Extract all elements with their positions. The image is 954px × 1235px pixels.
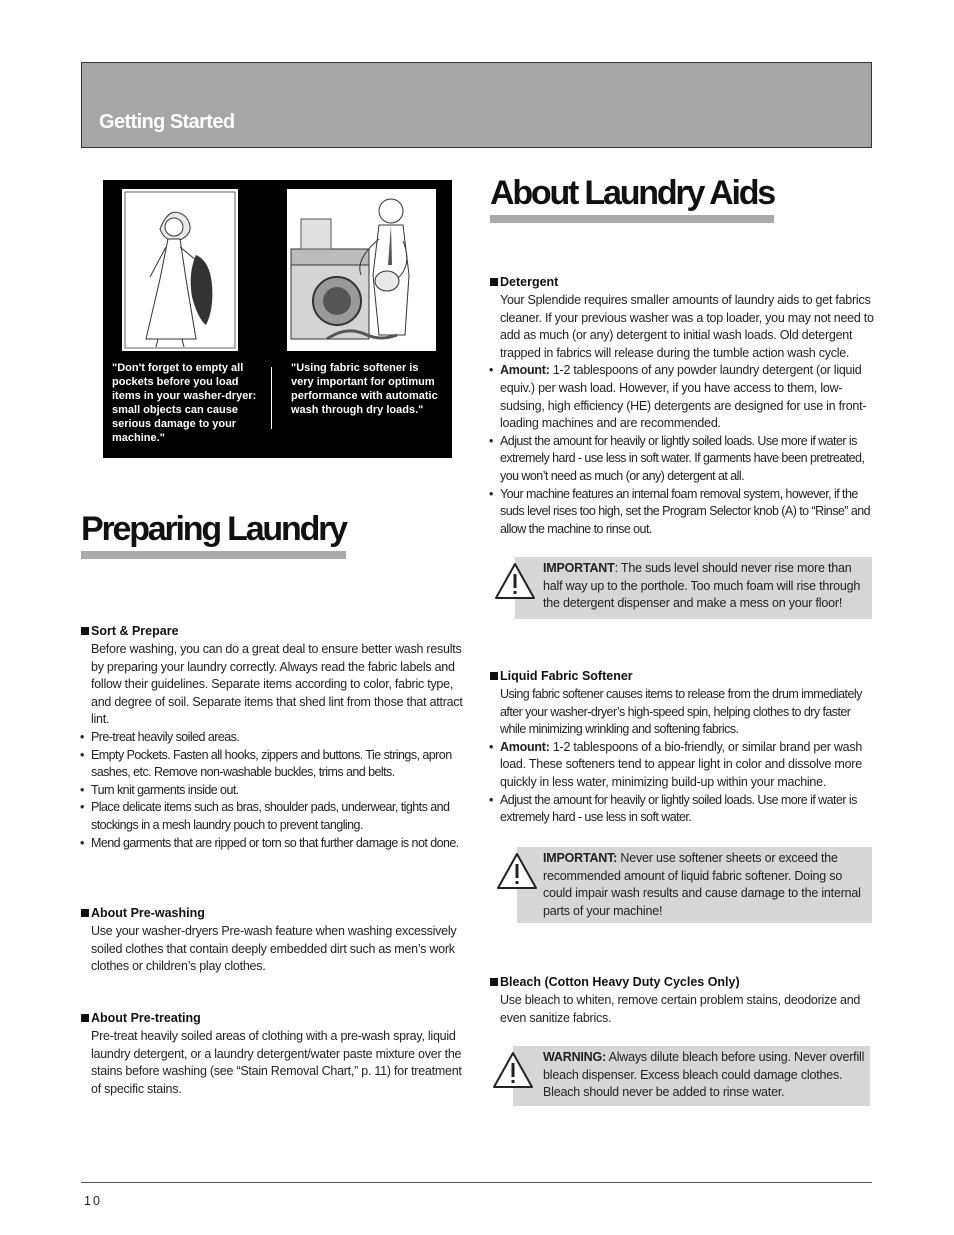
liquid-softener-heading: Liquid Fabric Softener	[490, 669, 633, 683]
important-text: IMPORTANT: The suds level should never rise more than half way up to the porthole. Too much foam will rise through the detergent dispenser and make a mess on your floor!	[543, 561, 861, 611]
preparing-laundry-title: Preparing Laundry	[81, 510, 346, 559]
man-softener-illustration	[287, 189, 436, 351]
sort-prepare-heading: Sort & Prepare	[81, 624, 179, 638]
bleach-text: Use bleach to whiten, remove certain problem stains, deodorize and even sanitize fabrics.	[500, 993, 861, 1025]
caption-fabric-softener: "Using fabric softener is very important for optimum performance with automatic wash through dry loads."	[291, 362, 438, 416]
pre-treating-text: Pre-treat heavily soiled areas of clothing with a pre-wash spray, liquid laundry detergent, or a laundry detergent/water paste mixture over the stains before washing (see “Stain Removal Chart,” p. 11) for treatment of specific stains.	[91, 1029, 462, 1096]
detergent-heading: Detergent	[490, 275, 558, 289]
bleach-heading: Bleach (Cotton Heavy Duty Cycles Only)	[490, 975, 740, 989]
page-number: 10	[84, 1194, 102, 1208]
section-title: Getting Started	[99, 111, 235, 133]
square-bullet-icon	[81, 627, 89, 635]
bleach-warning-callout	[513, 1046, 870, 1106]
woman-pockets-illustration	[122, 189, 238, 351]
warning-triangle-icon	[495, 851, 539, 891]
sort-prepare-text: Before washing, you can do a great deal to ensure better wash results by preparing your laundry correctly. Always read the fabric labels and follow their guidelines. Separate items according to color, fabric type, and degree of soil. Separate items that shed lint from those that attract lint. • Pre-treat heavily soiled areas. • Empty Pockets. Fasten all hooks, zippers and buttons. Tie strings, apron sashes, etc. Remove non-washable buckles, trims and belts. • Turn knit garments inside out. • Place delicate items such as bras, shoulder pads, underwear, tights and stockings in a mesh laundry pouch to prevent tangling. • Mend garments that are ripped or torn so that further damage is not done.	[80, 642, 463, 850]
header-banner	[81, 62, 872, 148]
detergent-important-callout	[515, 557, 872, 619]
warning-triangle-icon	[491, 1050, 535, 1090]
square-bullet-icon	[490, 278, 498, 286]
warning-text: WARNING: Always dilute bleach before using. Never overfill bleach dispenser. Excess bleach could damage clothes. Bleach should never be added to rinse water.	[543, 1050, 865, 1100]
detergent-text: Your Splendide requires smaller amounts of laundry aids to get fabrics cleaner. If your previous washer was a top loader, you may not need to add as much (or any) detergent to initial wash loads. Old detergent trapped in fabrics will release during the tumble action wash cycle. • Amount: 1-2 tablespoons of any powder laundry detergent (or liquid equiv.) per wash load. However, if you have access to them, low-sudsing, high efficiency (HE) detergents are designed for use in front-loading machines and are recommended. • Adjust the amount for heavily or lightly soiled loads. Use more if water is extremely hard - use less in soft water. If garments have been pretreated, you won’t need as much (or any) detergent at all. • Your machine features an internal foam removal system, however, if the suds level rises too high, set the Program Selector knob (A) to “Rinse” and allow the machine to rinse out.	[489, 293, 874, 536]
softener-important-callout	[517, 847, 872, 923]
square-bullet-icon	[81, 909, 89, 917]
square-bullet-icon	[490, 978, 498, 986]
caption-divider	[271, 367, 272, 429]
pre-washing-heading: About Pre-washing	[81, 906, 205, 920]
square-bullet-icon	[81, 1014, 89, 1022]
pre-washing-text: Use your washer-dryers Pre-wash feature when washing excessively soiled clothes that contain deeply embedded dirt such as men’s work clothes or children’s play clothes.	[91, 924, 457, 974]
pre-treating-heading: About Pre-treating	[81, 1011, 201, 1025]
illustration-panel	[103, 180, 452, 458]
square-bullet-icon	[490, 672, 498, 680]
caption-empty-pockets: "Don't forget to empty all pockets before you load items in your washer-dryer: small objects can cause serious damage to your machine."	[112, 362, 257, 444]
liquid-softener-text: Using fabric softener causes items to release from the drum immediately after your washer-dryer’s high-speed spin, helping clothes to dry faster while minimizing wrinkling and softening fabrics. • Amount: 1-2 tablespoons of a bio-friendly, or similar brand per wash load. These softeners tend to appear light in color and dissolve more quickly in less water, minimizing build-up within your machine. • Adjust the amount for heavily or lightly soiled loads. Use more if water is extremely hard - use less in soft water.	[489, 687, 863, 825]
important-text: IMPORTANT: Never use softener sheets or exceed the recommended amount of liquid fabric softener. Doing so could impair wash results and cause damage to the internal parts of your machine!	[543, 851, 861, 918]
footer-rule	[81, 1182, 872, 1183]
about-laundry-aids-title: About Laundry Aids	[490, 174, 774, 223]
warning-triangle-icon	[493, 561, 537, 601]
